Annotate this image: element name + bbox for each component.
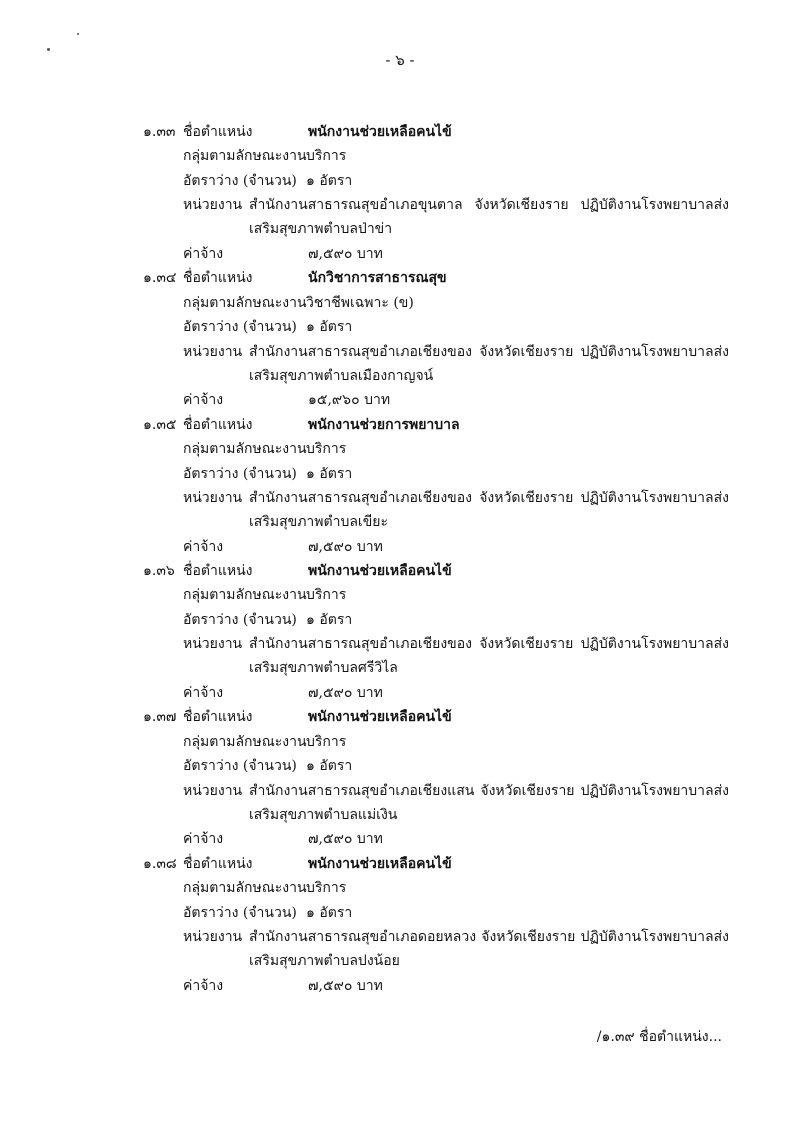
position-label: ชื่อตำแหน่ง [183,416,253,433]
vacancy-label: อัตราว่าง (จำนวน) [183,465,297,482]
vacancy-value: ๑ อัตรา [306,904,353,921]
vacancy-value: ๑ อัตรา [306,465,353,482]
continuation-note: /๑.๓๙ ชื่อตำแหน่ง... [596,1029,722,1045]
position-label: ชื่อตำแหน่ง [183,563,253,580]
position-title: พนักงานช่วยการพยาบาล [308,416,460,433]
wage-value: ๗,๕๙๐ บาท [308,538,383,555]
vacancy-value: ๑ อัตรา [306,319,353,336]
group-label: กลุ่มตามลักษณะงาน [183,880,307,897]
position-entry [0,559,800,705]
unit-label: หน่วยงาน [183,343,243,360]
wage-value: ๗,๕๙๐ บาท [308,685,383,702]
wage-label: ค่าจ้าง [183,245,224,262]
group-label: กลุ่มตามลักษณะงาน [183,294,307,311]
position-label: ชื่อตำแหน่ง [183,124,253,140]
wage-value: ๗,๕๙๐ บาท [308,245,383,262]
entry-number: ๑.๓๘ [143,855,177,872]
unit-label: หน่วยงาน [183,197,243,214]
entry-number: ๑.๓๖ [143,563,175,580]
wage-label: ค่าจ้าง [183,977,224,994]
unit-value: สำนักงานสาธารณสุขอำเภอดอยหลวง จังหวัดเชียงราย ปฏิบัติงานโรงพยาบาลส่งเสริมสุขภาพตำบลปงน้อย [249,928,729,969]
group-value: บริการ [306,733,347,750]
unit-value: สำนักงานสาธารณสุขอำเภอขุนตาล จังหวัดเชียงราย ปฏิบัติงานโรงพยาบาลส่งเสริมสุขภาพตำบลป่าข่า [249,197,729,238]
position-title: พนักงานช่วยเหลือคนไข้ [308,124,452,140]
group-value: บริการ [306,587,347,604]
group-value: บริการ [306,880,347,897]
unit-label: หน่วยงาน [183,636,243,653]
vacancy-value: ๑ อัตรา [306,758,353,775]
group-label: กลุ่มตามลักษณะงาน [183,587,307,604]
vacancy-label: อัตราว่าง (จำนวน) [183,172,297,189]
wage-label: ค่าจ้าง [183,392,224,409]
unit-value: สำนักงานสาธารณสุขอำเภอเชียงแสน จังหวัดเชียงราย ปฏิบัติงานโรงพยาบาลส่งเสริมสุขภาพตำบลแม่เงิน [249,782,729,823]
position-entry [0,413,800,559]
page-number: - ๖ - [385,51,415,69]
unit-value: สำนักงานสาธารณสุขอำเภอเชียงของ จังหวัดเชียงราย ปฏิบัติงานโรงพยาบาลส่งเสริมสุขภาพตำบลเขียะ [249,489,729,530]
vacancy-label: อัตราว่าง (จำนวน) [183,904,297,921]
position-title: พนักงานช่วยเหลือคนไข้ [308,855,452,872]
vacancy-label: อัตราว่าง (จำนวน) [183,758,297,775]
position-entry [0,705,800,851]
unit-label: หน่วยงาน [183,928,243,945]
position-entry [0,266,800,412]
vacancy-value: ๑ อัตรา [306,172,353,189]
unit-label: หน่วยงาน [183,489,243,506]
vacancy-value: ๑ อัตรา [306,611,353,628]
group-value: บริการ [306,441,347,458]
scan-speck [77,33,79,35]
position-label: ชื่อตำแหน่ง [183,855,253,872]
wage-value: ๑๕,๙๖๐ บาท [308,392,391,409]
vacancy-label: อัตราว่าง (จำนวน) [183,611,297,628]
vacancy-label: อัตราว่าง (จำนวน) [183,319,297,336]
entry-number: ๑.๓๓ [143,124,176,140]
group-label: กลุ่มตามลักษณะงาน [183,148,307,165]
position-title: พนักงานช่วยเหลือคนไข้ [308,709,452,726]
wage-label: ค่าจ้าง [183,685,224,702]
group-value: วิชาชีพเฉพาะ (ข) [306,294,414,311]
position-list [0,120,800,998]
position-label: ชื่อตำแหน่ง [183,270,253,287]
position-title: พนักงานช่วยเหลือคนไข้ [308,563,452,580]
entry-number: ๑.๓๔ [143,270,177,287]
wage-label: ค่าจ้าง [183,831,224,848]
entry-number: ๑.๓๗ [143,709,177,726]
position-label: ชื่อตำแหน่ง [183,709,253,726]
position-entry [0,120,800,266]
group-label: กลุ่มตามลักษณะงาน [183,733,307,750]
wage-value: ๗,๕๙๐ บาท [308,831,383,848]
wage-label: ค่าจ้าง [183,538,224,555]
position-title: นักวิชาการสาธารณสุข [308,270,447,287]
group-value: บริการ [306,148,347,165]
wage-value: ๗,๕๙๐ บาท [308,977,383,994]
position-entry [0,852,800,998]
unit-value: สำนักงานสาธารณสุขอำเภอเชียงของ จังหวัดเชียงราย ปฏิบัติงานโรงพยาบาลส่งเสริมสุขภาพตำบลศรีวิไล [249,636,729,677]
entry-number: ๑.๓๕ [143,416,177,433]
group-label: กลุ่มตามลักษณะงาน [183,441,307,458]
unit-label: หน่วยงาน [183,782,243,799]
unit-value: สำนักงานสาธารณสุขอำเภอเชียงของ จังหวัดเชียงราย ปฏิบัติงานโรงพยาบาลส่งเสริมสุขภาพตำบลเมืองกาญจน์ [249,343,729,384]
